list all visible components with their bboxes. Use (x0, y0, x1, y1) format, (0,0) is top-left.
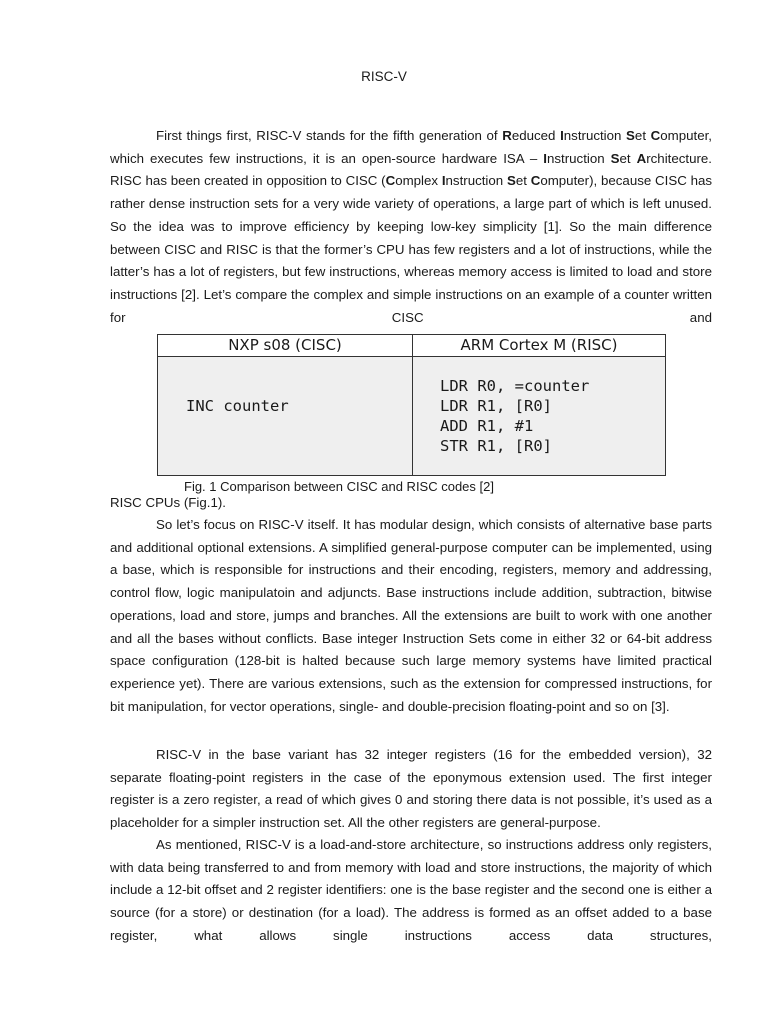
risc-code-line: STR R1, [R0] (440, 437, 552, 455)
acronym-initial: I (560, 128, 564, 143)
paragraph-fig-reference: RISC CPUs (Fig.1). (110, 495, 226, 510)
acronym-initial: I (543, 150, 547, 166)
risc-column (413, 335, 665, 475)
paragraph-load-store: As mentioned, RISC-V is a load-and-store architecture, so instructions address only registers, with data being transferred to and from memory with load and store instructions, the majority of which include a 12-bit offset and 2 register identifiers: one is the base register and the second one is either a source (for a store) or destination (for a load). The address is formed as an offset added to a base register, what allows single instructions access data structures, (110, 837, 712, 943)
acronym-initial: C (385, 173, 396, 189)
text-run: rchitecture. RISC has been created in opposition to CISC ( (110, 150, 713, 189)
acronym-initial: A (636, 150, 647, 166)
text-run: First things first, RISC-V stands for the fifth generation of (156, 128, 503, 143)
acronym-initial: R (502, 128, 512, 143)
risc-column-header: ARM Cortex M (RISC) (413, 335, 665, 357)
paragraph-modular-design: So let’s focus on RISC-V itself. It has modular design, which consists of alternative base parts and additional optional extensions. A simplified general-purpose computer can be implemented, using a base, which is responsible for instructions and their encoding, registers, memory and addressing, control flow, logic manipulatoin and adjuncts. Base instructions include addition, subtraction, bitwise operations, load and store, jumps and branches. All the extensions are built to work with one another and all the bases without conflicts. Base integer Instruction Sets come in either 32 or 64-bit address space configuration (128-bit is halted because such large memory systems have limited practical experience yet). There are various extensions, such as the extension for compressed instructions, for bit manipulation, for vector operations, single- and double-precision floating-point and so on [3]. (110, 517, 712, 714)
text-run: nstruction (547, 150, 611, 166)
cisc-column (158, 335, 413, 475)
text-run: et (634, 128, 651, 143)
risc-code-block (440, 376, 589, 456)
text-run: nstruction (563, 128, 627, 143)
cisc-code-area (158, 357, 412, 475)
text-run: omputer), because CISC has rather dense instruction sets for a very wide variety of operations, a large part of which is left unused. So the idea was to improve efficiency by keeping low-key simplicity [1]. So the main difference between CISC and RISC is that the former’s CPU has few registers and a lot of instructions, while the latter’s has a lot of registers, but few instructions, whereas memory access is limited to load and store instructions [2]. Let’s compare the complex and simple instructions on an example of a counter written for CISC and (110, 173, 713, 325)
risc-code-area (413, 357, 665, 475)
risc-code-line: ADD R1, #1 (440, 417, 534, 435)
text-run: et (619, 150, 637, 166)
text-run: omputer, which executes few instructions, it is an open-source hardware ISA – (110, 128, 712, 166)
risc-code-line: LDR R1, [R0] (440, 397, 552, 415)
text-run: nstruction (445, 173, 507, 189)
acronym-initial: C (530, 173, 541, 189)
acronym-initial: S (626, 128, 635, 143)
cisc-code-line: INC counter (186, 397, 289, 415)
figure-caption: Fig. 1 Comparison between CISC and RISC codes [2] (184, 479, 494, 494)
paragraph-registers: RISC-V in the base variant has 32 integer registers (16 for the embedded version), 32 separate floating-point registers in the case of the eponymous extension used. The first integer register is a zero register, a read of which gives 0 and storing there data is not possible, it’s used as a placeholder for a simpler instruction set. All the other registers are general-purpose. (110, 747, 712, 831)
acronym-initial: S (506, 173, 516, 189)
text-run: et (515, 173, 531, 189)
page-title: RISC-V (361, 69, 407, 84)
acronym-initial: C (650, 128, 661, 143)
cisc-column-header: NXP s08 (CISC) (158, 335, 412, 357)
acronym-initial: I (441, 173, 446, 189)
risc-code-line: LDR R0, =counter (440, 377, 590, 395)
comparison-figure (157, 334, 666, 476)
text-run: educed (511, 128, 561, 143)
paragraph-intro (110, 125, 712, 329)
text-run: omplex (395, 173, 442, 189)
acronym-initial: S (610, 150, 620, 166)
